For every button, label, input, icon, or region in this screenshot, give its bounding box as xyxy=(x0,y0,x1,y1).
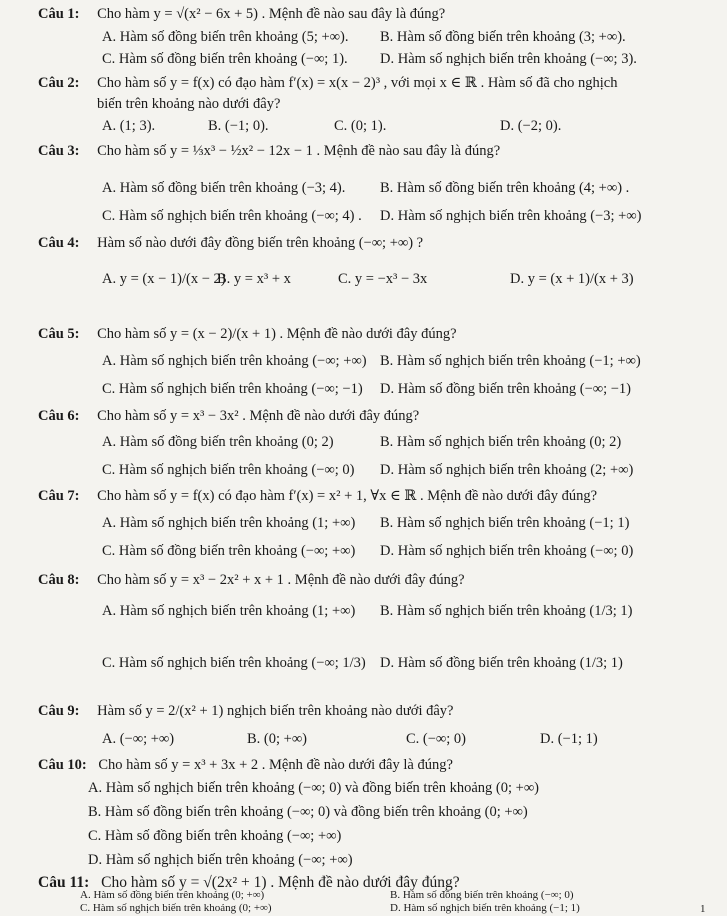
option-d[interactable]: D. y = (x + 1)/(x + 3) xyxy=(510,271,634,287)
option-a[interactable]: A. Hàm số nghịch biến trên khoảng (−∞; 0) và đồng biến trên khoảng (0; +∞) xyxy=(88,780,539,796)
option-c[interactable]: C. Hàm số nghịch biến trên khoảng (−∞; 0) xyxy=(102,462,355,478)
option-d[interactable]: D. (−2; 0). xyxy=(500,118,562,134)
option-a[interactable]: A. (−∞; +∞) xyxy=(102,731,175,747)
option-b[interactable]: B. (0; +∞) xyxy=(247,731,307,747)
option-a[interactable]: A. Hàm số đồng biến trên khoảng (5; +∞). xyxy=(102,29,349,45)
page-number: 1 xyxy=(700,903,706,915)
option-d[interactable]: D. Hàm số nghịch biến trên khoảng (−∞; 0) xyxy=(380,543,634,559)
question-label: Câu 4: xyxy=(38,235,80,251)
question-4 xyxy=(38,234,423,252)
question-stem: Hàm số nào dưới đây đồng biến trên khoảng (−∞; +∞) ? xyxy=(97,235,424,251)
option-b[interactable]: B. Hàm số đồng biến trên khoảng (−∞; 0) xyxy=(390,889,574,901)
option-c[interactable]: C. Hàm số đồng biến trên khoảng (−∞; +∞) xyxy=(88,828,342,844)
option-c[interactable]: C. Hàm số nghịch biến trên khoảng (0; +∞) xyxy=(80,902,272,914)
option-c[interactable]: C. Hàm số đồng biến trên khoảng (−∞; 1). xyxy=(102,51,348,67)
question-label: Câu 7: xyxy=(38,488,80,504)
option-d[interactable]: D. Hàm số nghịch biến trên khoảng (−1; 1) xyxy=(390,902,580,914)
option-b[interactable]: B. Hàm số nghịch biến trên khoảng (0; 2) xyxy=(380,434,622,450)
question-label: Câu 2: xyxy=(38,75,80,91)
option-a[interactable]: A. Hàm số đồng biến trên khoảng (0; 2) xyxy=(102,434,334,450)
question-9 xyxy=(38,702,454,720)
option-b[interactable]: B. Hàm số nghịch biến trên khoảng (−1; 1) xyxy=(380,515,630,531)
question-2 xyxy=(38,74,618,92)
question-label: Câu 11: xyxy=(38,874,90,891)
question-label: Câu 9: xyxy=(38,703,80,719)
option-c[interactable]: C. (−∞; 0) xyxy=(406,731,466,747)
option-a[interactable]: A. Hàm số đồng biến trên khoảng (−3; 4). xyxy=(102,180,346,196)
question-1 xyxy=(38,5,445,23)
option-c[interactable]: C. Hàm số nghịch biến trên khoảng (−∞; 4) . xyxy=(102,208,362,224)
option-a[interactable]: A. y = (x − 1)/(x − 2) xyxy=(102,271,226,287)
question-7 xyxy=(38,487,597,505)
question-stem: Hàm số y = 2/(x² + 1) nghịch biến trên khoảng nào dưới đây? xyxy=(97,703,454,719)
option-d[interactable]: D. Hàm số nghịch biến trên khoảng (2; +∞) xyxy=(380,462,634,478)
option-a[interactable]: A. Hàm số nghịch biến trên khoảng (−∞; +∞) xyxy=(102,353,367,369)
option-b[interactable]: B. Hàm số đồng biến trên khoảng (−∞; 0) và đồng biến trên khoảng (0; +∞) xyxy=(88,804,528,820)
question-stem: Cho hàm số y = f(x) có đạo hàm f′(x) = x² + 1, ∀x ∈ ℝ . Mệnh đề nào dưới đây đúng? xyxy=(97,488,598,504)
option-c[interactable]: C. Hàm số nghịch biến trên khoảng (−∞; 1/3) xyxy=(102,655,366,671)
option-c[interactable]: C. Hàm số nghịch biến trên khoảng (−∞; −1) xyxy=(102,381,363,397)
question-label: Câu 6: xyxy=(38,408,80,424)
option-c[interactable]: C. Hàm số đồng biến trên khoảng (−∞; +∞) xyxy=(102,543,356,559)
question-stem: Cho hàm số y = ⅓x³ − ½x² − 12x − 1 . Mệnh đề nào sau đây là đúng? xyxy=(97,143,501,159)
question-stem: Cho hàm số y = √(2x² + 1) . Mệnh đề nào dưới đây đúng? xyxy=(101,874,460,891)
option-d[interactable]: D. Hàm số đồng biến trên khoảng (−∞; −1) xyxy=(380,381,631,397)
question-stem: Cho hàm y = √(x² − 6x + 5) . Mệnh đề nào sau đây là đúng? xyxy=(97,6,446,22)
question-3 xyxy=(38,142,500,160)
question-stem: Cho hàm số y = x³ − 2x² + x + 1 . Mệnh đề nào dưới đây đúng? xyxy=(97,572,465,588)
question-stem: Cho hàm số y = f(x) có đạo hàm f′(x) = x(x − 2)³ , với mọi x ∈ ℝ . Hàm số đã cho nghịch xyxy=(97,75,618,91)
option-b[interactable]: B. Hàm số đồng biến trên khoảng (3; +∞). xyxy=(380,29,626,45)
question-stem: Cho hàm số y = (x − 2)/(x + 1) . Mệnh đề nào dưới đây đúng? xyxy=(97,326,457,342)
option-a[interactable]: A. Hàm số nghịch biến trên khoảng (1; +∞) xyxy=(102,603,356,619)
question-label: Câu 5: xyxy=(38,326,80,342)
question-6 xyxy=(38,407,419,425)
option-b[interactable]: B. Hàm số nghịch biến trên khoảng (−1; +∞) xyxy=(380,353,641,369)
option-b[interactable]: B. y = x³ + x xyxy=(217,271,291,287)
option-d[interactable]: D. Hàm số nghịch biến trên khoảng (−∞; +∞) xyxy=(88,852,353,868)
option-b[interactable]: B. (−1; 0). xyxy=(208,118,269,134)
option-d[interactable]: D. Hàm số nghịch biến trên khoảng (−∞; 3). xyxy=(380,51,637,67)
option-b[interactable]: B. Hàm số nghịch biến trên khoảng (1/3; 1) xyxy=(380,603,633,619)
question-label: Câu 8: xyxy=(38,572,80,588)
question-label: Câu 10: xyxy=(38,757,87,773)
question-5 xyxy=(38,325,457,343)
question-label: Câu 1: xyxy=(38,6,80,22)
option-d[interactable]: D. (−1; 1) xyxy=(540,731,598,747)
option-d[interactable]: D. Hàm số nghịch biến trên khoảng (−3; +∞) xyxy=(380,208,642,224)
option-a[interactable]: A. Hàm số đồng biến trên khoảng (0; +∞) xyxy=(80,889,265,901)
option-a[interactable]: A. Hàm số nghịch biến trên khoảng (1; +∞) xyxy=(102,515,356,531)
option-b[interactable]: B. Hàm số đồng biến trên khoảng (4; +∞) . xyxy=(380,180,630,196)
question-label: Câu 3: xyxy=(38,143,80,159)
option-d[interactable]: D. Hàm số đồng biến trên khoảng (1/3; 1) xyxy=(380,655,623,671)
question-stem: Cho hàm số y = x³ − 3x² . Mệnh đề nào dưới đây đúng? xyxy=(97,408,420,424)
option-c[interactable]: C. (0; 1). xyxy=(334,118,387,134)
option-a[interactable]: A. (1; 3). xyxy=(102,118,156,134)
question-10 xyxy=(38,756,453,774)
question-stem-continued: biến trên khoảng nào dưới đây? xyxy=(97,96,281,112)
question-8 xyxy=(38,571,465,589)
option-c[interactable]: C. y = −x³ − 3x xyxy=(338,271,428,287)
question-stem: Cho hàm số y = x³ + 3x + 2 . Mệnh đề nào dưới đây là đúng? xyxy=(98,757,453,773)
